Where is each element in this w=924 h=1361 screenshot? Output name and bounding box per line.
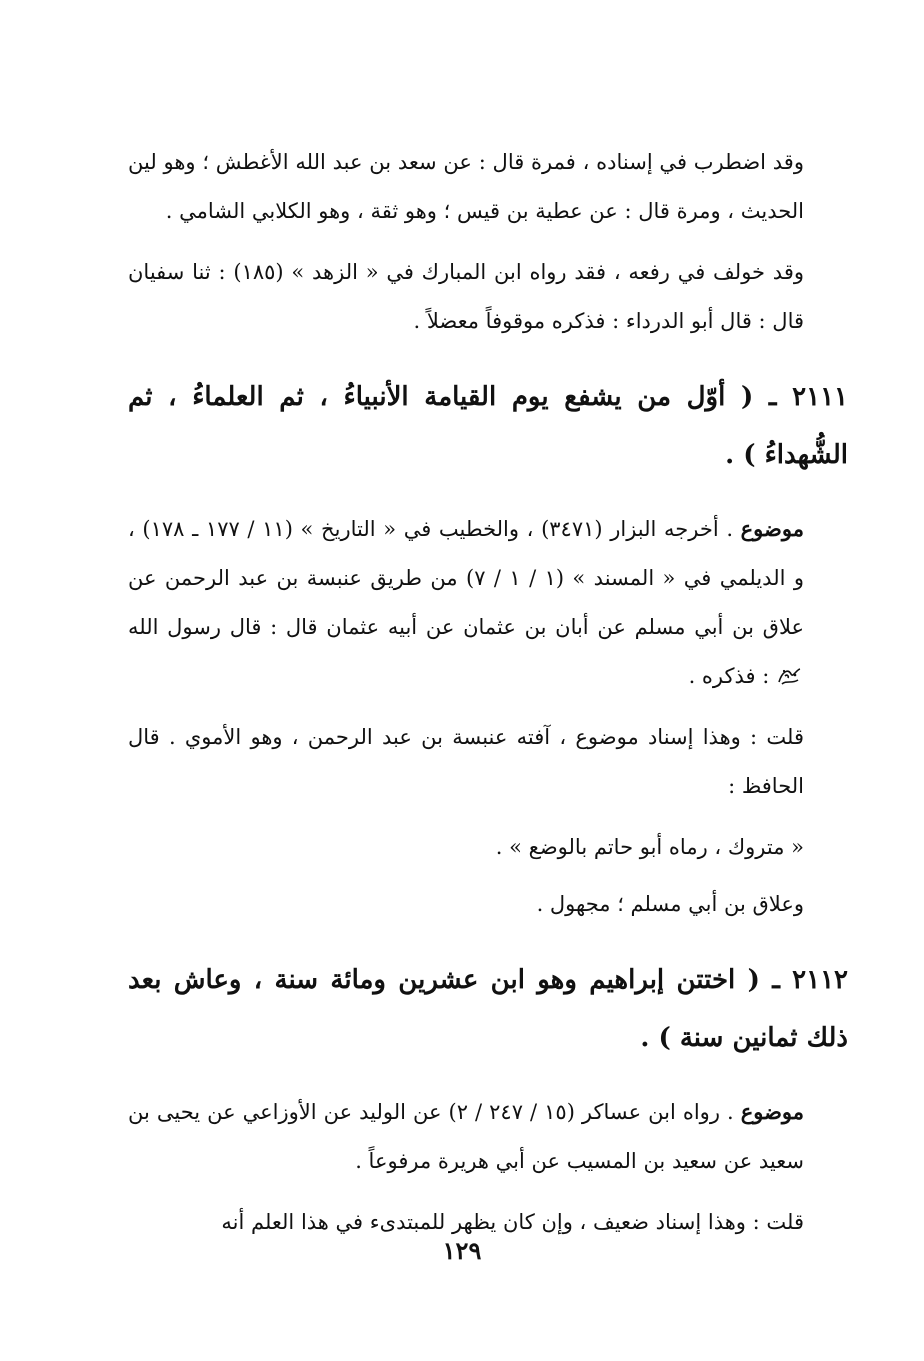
page-number: ١٢٩ [442,1236,482,1265]
hadith-heading-2111: ٢١١١ ـ ( أوّل من يشفع يوم القيامة الأنبياءُ ، ثم العلماءُ ، ثم الشُّهداءُ ) . [128,382,848,470]
quote-1: « متروك ، رماه أبو حاتم بالوضع » . [495,835,804,859]
paragraph-3-text: . أخرجه البزار (٣٤٧١) ، والخطيب في « التاريخ » (١١ / ١٧٧ ـ ١٧٨) ، و الديلمي في « المسند » (١ / ١ / ٧) من طريق عنبسة بن عبد الرحمن عن علاق بن أبي مسلم عن أبان بن عثمان عن أبيه عثمان قال : قال رسول الله [128,517,804,639]
paragraph-1: وقد اضطرب في إسناده ، فمرة قال : عن سعد بن عبد الله الأغطش ؛ وهو لين الحديث ، ومرة قال : عن عطية بن قيس ؛ وهو ثقة ، وهو الكلابي الشامي . [128,150,804,223]
paragraph-4: قلت : وهذا إسناد موضوع ، آفته عنبسة بن عبد الرحمن ، وهو الأموي . قال الحافظ : [128,725,804,798]
hadith-heading-2112: ٢١١٢ ـ ( اختتن إبراهيم وهو ابن عشرين ومائة سنة ، وعاش بعد ذلك ثمانين سنة ) . [128,965,848,1053]
page-body [128,138,848,1259]
paragraph-5 [128,1087,848,1186]
verdict-label-2: موضوع [740,1099,804,1124]
paragraph-6: قلت : وهذا إسناد ضعيف ، وإن كان يظهر للمبتدىء في هذا العلم أنه [221,1210,804,1234]
salutation-seal-icon [776,657,804,681]
paragraph-5-text: . رواه ابن عساكر (١٥ / ٢٤٧ / ٢) عن الوليد عن الأوزاعي عن يحيى بن سعيد عن سعيد بن المسيب عن أبي هريرة مرفوعاً . [128,1100,804,1173]
quote-2: وعلاق بن أبي مسلم ؛ مجهول . [536,892,804,916]
paragraph-2: وقد خولف في رفعه ، فقد رواه ابن المبارك في « الزهد » (١٨٥) : ثنا سفيان قال : قال أبو الدرداء : فذكره موقوفاً معضلاً . [128,260,805,333]
paragraph-3-tail: : فذكره . [688,664,776,688]
verdict-label: موضوع [740,516,804,541]
paragraph-3 [128,504,848,701]
